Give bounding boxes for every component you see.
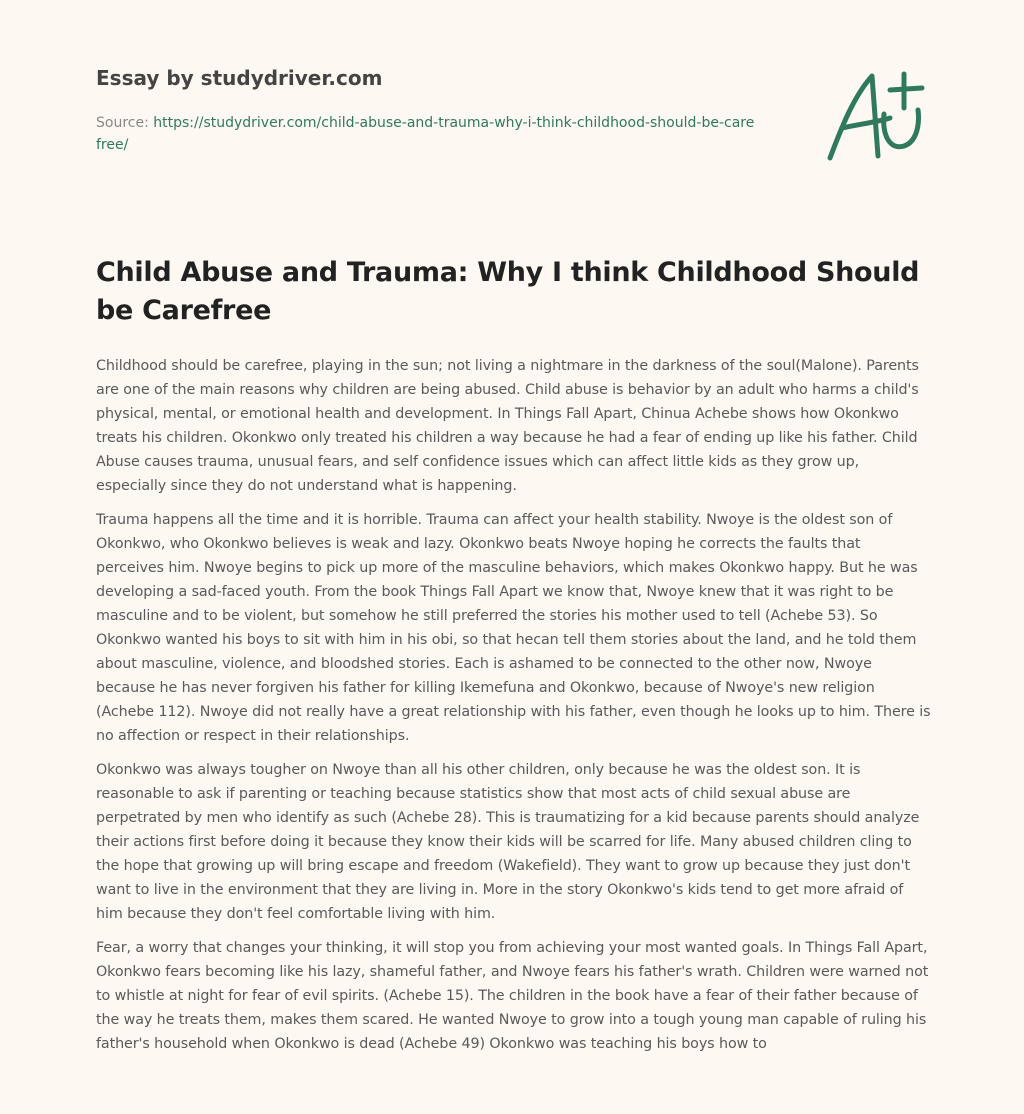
essay-body — [96, 354, 932, 1066]
essay-paragraph: Fear, a worry that changes your thinking, it will stop you from achieving your most wanted goals. In Things Fall Apart, Okonkwo fears becoming like his lazy, shameful father, and Nwoye fears his father's wrath. Children were warned not to whistle at night for fear of evil spirits. (Achebe 15). The children in the book have a fear of their father because of the way he treats them, makes them scared. He wanted Nwoye to grow into a tough young man capable of ruling his father's household when Okonkwo is dead (Achebe 49) Okonkwo was teaching his boys how to — [96, 940, 929, 1052]
essay-paragraph: Childhood should be carefree, playing in the sun; not living a nightmare in the darkness of the soul(Malone). Parents are one of the main reasons why children are being abused. Child abuse is behavior by an adult who harms a child's physical, mental, or emotional health and development. In Things Fall Apart, Chinua Achebe shows how Okonkwo treats his children. Okonkwo only treated his children a way because he had a fear of ending up like his father. Child Abuse causes trauma, unusual fears, and self confidence issues which can affect little kids as they grow up, especially since they do not understand what is happening. — [96, 358, 919, 494]
source-link[interactable]: https://studydriver.com/child-abuse-and-trauma-why-i-think-childhood-should-be-carefree/ — [96, 115, 755, 153]
site-brand: Essay by studydriver.com — [96, 66, 383, 90]
essay-paragraph: Okonkwo was always tougher on Nwoye than all his other children, only because he was the oldest son. It is reasonable to ask if parenting or teaching because statistics show that most acts of child sexual abuse are perpetrated by men who identify as such (Achebe 28). This is traumatizing for a kid because parents should analyze their actions first before doing it because they know their kids will be scarred for life. Many abused children cling to the hope that growing up will bring escape and freedom (Wakefield). They want to grow up because they just don't want to live in the environment that they are living in. More in the story Okonkwo's kids tend to get more afraid of him because they don't feel comfortable living with him. — [96, 762, 920, 922]
essay-paragraph: Trauma happens all the time and it is horrible. Trauma can affect your health stability. Nwoye is the oldest son of Okonkwo, who Okonkwo believes is weak and lazy. Okonkwo beats Nwoye hoping he corrects the faults that perceives him. Nwoye begins to pick up more of the masculine behaviors, which makes Okonkwo happy. But he was developing a sad-faced youth. From the book Things Fall Apart we know that, Nwoye knew that it was right to be masculine and to be violent, but somehow he still preferred the stories his mother used to tell (Achebe 53). So Okonkwo wanted his boys to sit with him in his obi, so that hecan tell them stories about the land, and he told them about masculine, violence, and bloodshed stories. Each is ashamed to be connected to the other now, Nwoye because he has never forgiven his father for killing Ikemefuna and Okonkwo, because of Nwoye's new religion (Achebe 112). Nwoye did not really have a great relationship with his father, even though he looks up to him. There is no affection or respect in their relationships. — [96, 512, 931, 744]
source-line — [96, 112, 756, 156]
source-label: Source: — [96, 115, 149, 131]
a-plus-logo-icon — [820, 66, 930, 166]
essay-header — [96, 66, 776, 156]
essay-title: Child Abuse and Trauma: Why I think Childhood Should be Carefree — [96, 257, 920, 326]
